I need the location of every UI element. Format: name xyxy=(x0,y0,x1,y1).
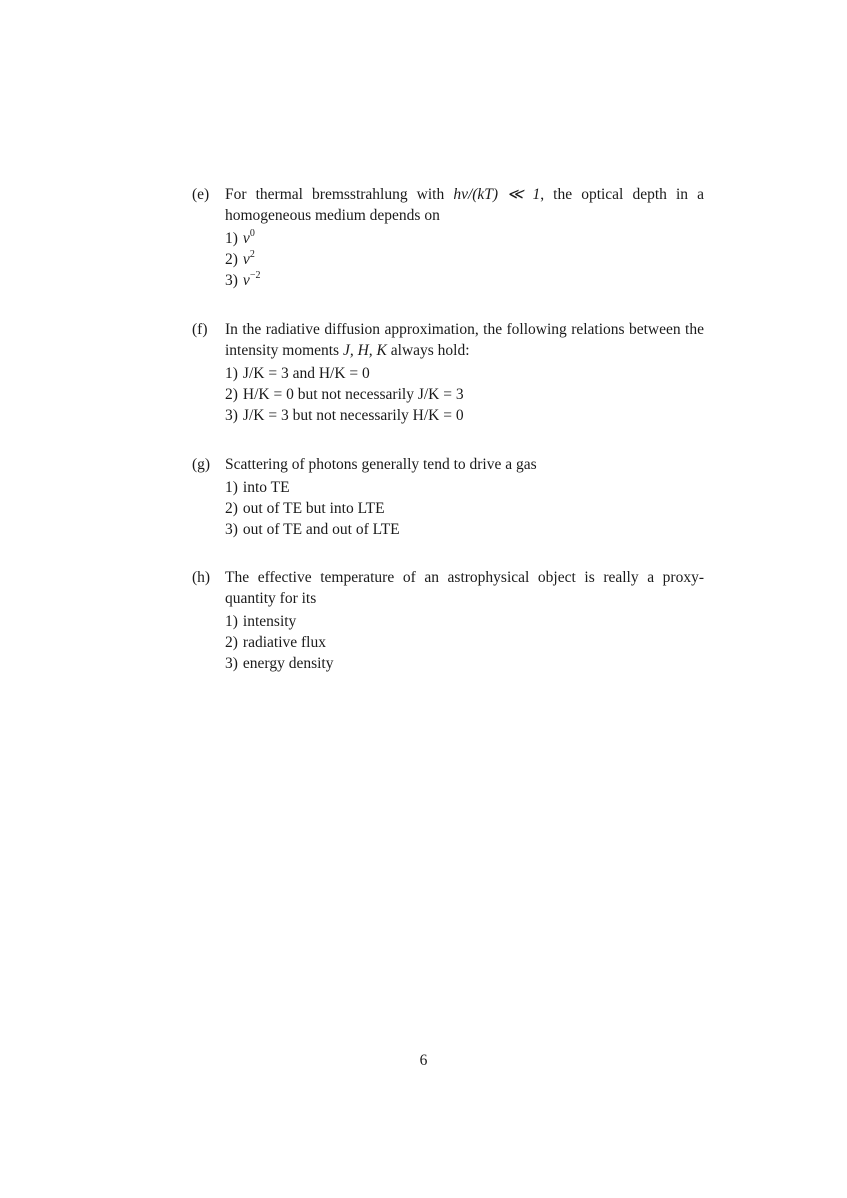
option-1: 1) $\nu^0$ xyxy=(225,228,255,247)
stem-text: Scattering of photons generally tend to drive a gas xyxy=(225,456,537,473)
option-1: 1) J/K = 3 and H/K = 0 xyxy=(225,365,370,382)
question-h xyxy=(192,567,704,674)
question-stem xyxy=(192,184,704,226)
options-list xyxy=(192,228,704,291)
option-2: 2) radiative flux xyxy=(225,634,326,651)
option-3: 3) J/K = 3 but not necessarily H/K = 0 xyxy=(225,407,464,424)
stem-math: J, H, K xyxy=(342,342,387,359)
question-g xyxy=(192,454,704,540)
option-2: 2) $\nu^2$ xyxy=(225,249,255,268)
option-1: 1) intensity xyxy=(225,613,297,630)
stem-math: hν/(kT) ≪ 1 xyxy=(453,186,541,203)
question-letter: (g) xyxy=(192,456,211,473)
question-f xyxy=(192,319,704,426)
question-stem xyxy=(192,319,704,361)
stem-text: In the radiative diffusion approximation, the following relations between the intensity moments xyxy=(225,321,704,359)
stem-text-end: always hold: xyxy=(386,342,470,359)
option-2: 2) out of TE but into LTE xyxy=(225,500,385,517)
question-stem xyxy=(192,454,704,475)
option-3: 3) out of TE and out of LTE xyxy=(225,521,400,538)
options-list xyxy=(192,477,704,540)
option-1: 1) into TE xyxy=(225,479,290,496)
option-3: 3) energy density xyxy=(225,655,334,672)
question-letter: (e) xyxy=(192,186,210,203)
question-letter: (f) xyxy=(192,321,208,338)
options-list xyxy=(192,611,704,674)
stem-text-end: , the optical depth in a homogeneous medium depends on xyxy=(225,186,704,224)
question-e xyxy=(192,184,704,291)
stem-text: For thermal bremsstrahlung with xyxy=(225,186,454,203)
option-3: 3) $\nu^{-2}$ xyxy=(225,270,261,289)
option-2: 2) H/K = 0 but not necessarily J/K = 3 xyxy=(225,386,464,403)
page-number: 6 xyxy=(419,1052,428,1069)
stem-text: The effective temperature of an astrophysical object is really a proxy-quantity for its xyxy=(225,569,704,607)
question-letter: (h) xyxy=(192,569,211,586)
options-list xyxy=(192,363,704,426)
question-stem xyxy=(192,567,704,609)
